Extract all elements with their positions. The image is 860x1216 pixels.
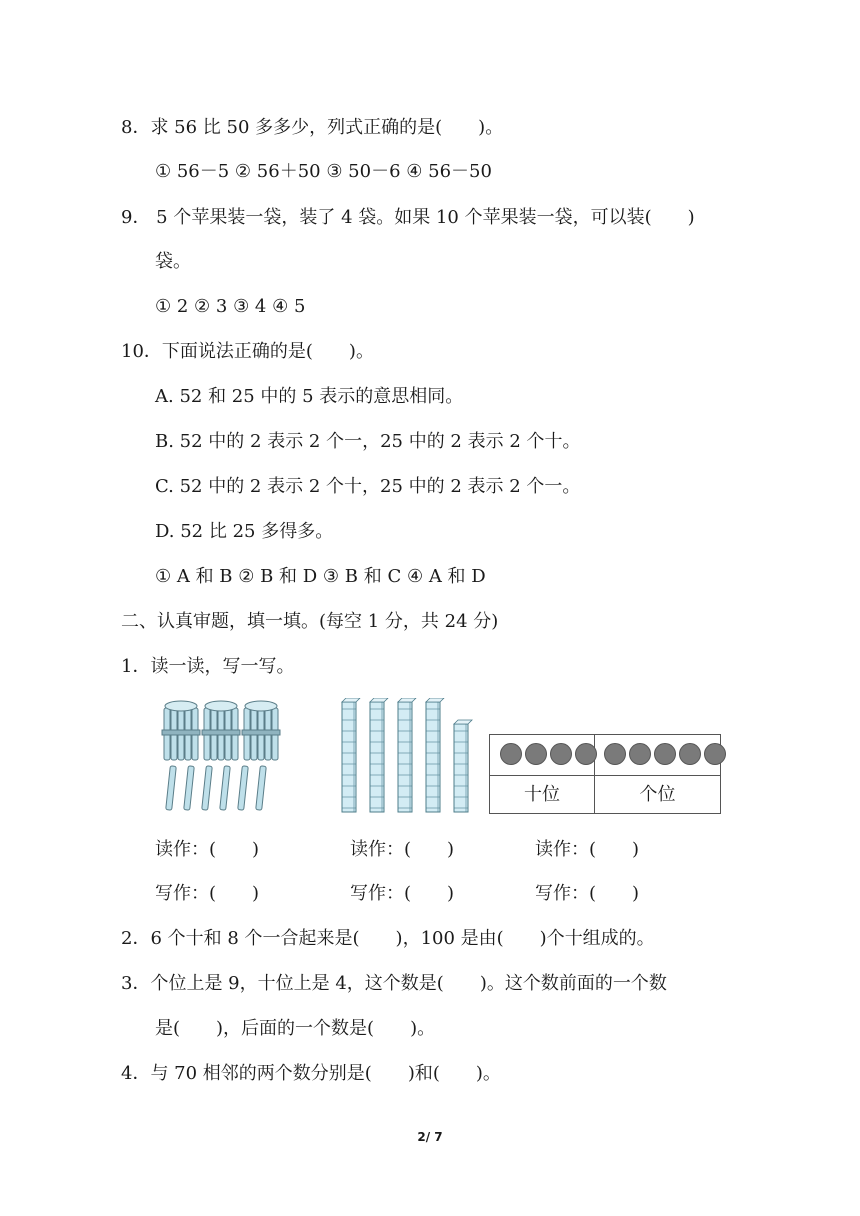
tens-place-label: 十位 bbox=[524, 784, 560, 805]
section-2-question-1-stem: 1．读一读，写一写。 bbox=[121, 656, 295, 677]
question-10-options: ① A 和 B ② B 和 D ③ B 和 C ④ A 和 D bbox=[155, 566, 486, 587]
bundle-of-ten-sticks bbox=[162, 701, 280, 760]
question-10-option-b: B. 52 中的 2 表示 2 个一，25 中的 2 表示 2 个十。 bbox=[155, 431, 581, 452]
read-as-blank-1: 读作：( ) bbox=[155, 839, 260, 860]
read-as-blank-2: 读作：( ) bbox=[350, 839, 455, 860]
question-9-options: ① 2 ② 3 ③ 4 ④ 5 bbox=[155, 296, 306, 317]
place-value-table bbox=[489, 734, 721, 814]
question-10-option-c: C. 52 中的 2 表示 2 个十，25 中的 2 表示 2 个一。 bbox=[155, 476, 581, 497]
tall-rods bbox=[342, 698, 444, 812]
section-2-question-4: 4．与 70 相邻的两个数分别是( )和( )。 bbox=[121, 1063, 501, 1084]
single-sticks bbox=[166, 766, 267, 810]
short-rod bbox=[454, 720, 472, 812]
write-as-blank-3: 写作：( ) bbox=[535, 883, 640, 904]
section-2-title: 二、认真审题，填一填。(每空 1 分，共 24 分) bbox=[121, 611, 499, 632]
ones-beads bbox=[604, 743, 726, 765]
tens-beads bbox=[500, 743, 597, 765]
question-9-stem-continued: 袋。 bbox=[155, 251, 191, 272]
sticks-bundle-figure bbox=[158, 698, 288, 814]
ten-rods-figure bbox=[340, 698, 475, 814]
question-8-stem: 8．求 56 比 50 多多少，列式正确的是( )。 bbox=[121, 117, 504, 138]
section-2-question-2: 2．6 个十和 8 个一合起来是( )，100 是由( )个十组成的。 bbox=[121, 928, 655, 949]
question-10-stem: 10．下面说法正确的是( )。 bbox=[121, 341, 374, 362]
question-8-options: ① 56－5 ② 56＋50 ③ 50－6 ④ 56－50 bbox=[155, 161, 492, 182]
read-as-blank-3: 读作：( ) bbox=[535, 839, 640, 860]
question-9-stem: 9． 5 个苹果装一袋，装了 4 袋。如果 10 个苹果装一袋，可以装( ) bbox=[121, 207, 695, 228]
write-as-blank-2: 写作：( ) bbox=[350, 883, 455, 904]
question-10-option-a: A. 52 和 25 中的 5 表示的意思相同。 bbox=[155, 386, 464, 407]
ones-place-label: 个位 bbox=[639, 784, 676, 805]
section-2-question-3: 3．个位上是 9，十位上是 4，这个数是( )。这个数前面的一个数 bbox=[121, 973, 667, 994]
page-number: 2/ 7 bbox=[417, 1130, 443, 1144]
question-10-option-d: D. 52 比 25 多得多。 bbox=[155, 521, 334, 542]
write-as-blank-1: 写作：( ) bbox=[155, 883, 260, 904]
section-2-question-3-continued: 是( )，后面的一个数是( )。 bbox=[155, 1018, 436, 1039]
